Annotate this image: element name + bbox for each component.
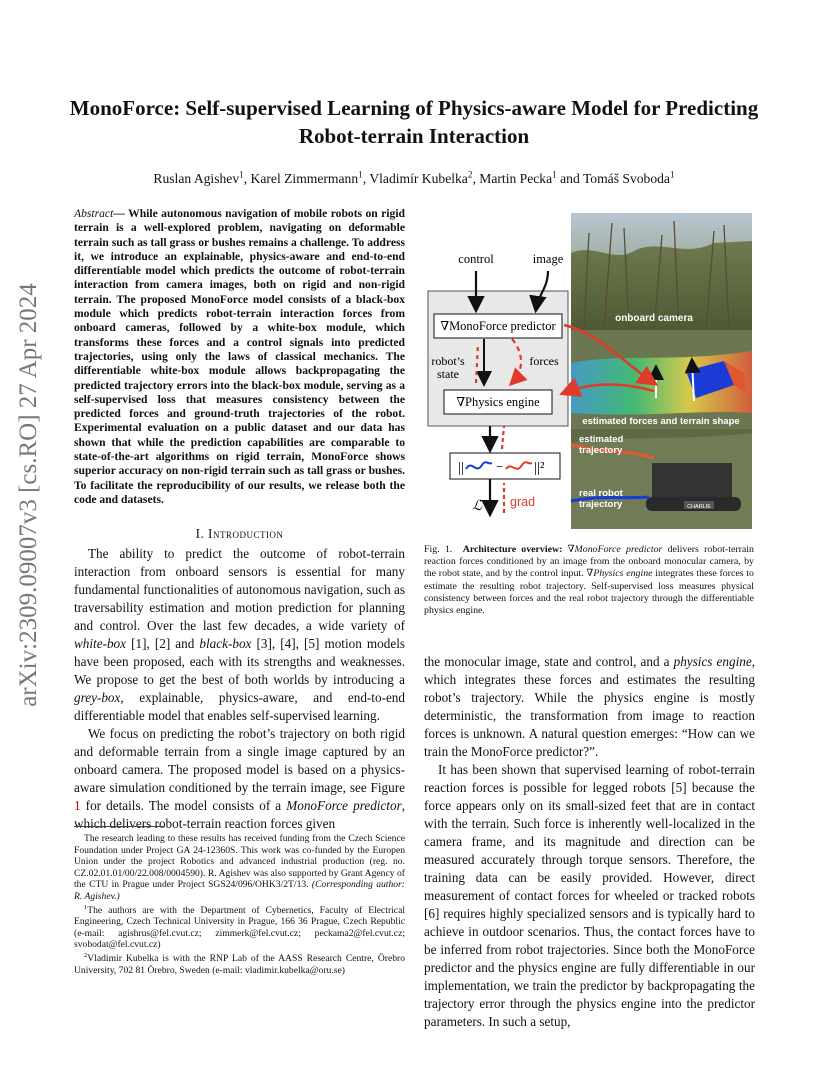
intro-paragraph: We focus on predicting the robot’s trajectory on both rigid and deformable terrain from a single image captured by an onboard camera. The proposed model is based on a physics-aware simulation conditioned by the terrain image, see Figure 1 for details. The model consists of a MonoForce predictor, which delivers robot-terrain reaction forces given xyxy=(74,726,405,831)
photo-label-real: real robot trajectory xyxy=(579,488,623,510)
architecture-figure xyxy=(424,213,752,529)
footnotes xyxy=(74,833,405,978)
arrow-grad-2 xyxy=(502,426,504,449)
paper-title: MonoForce: Self-supervised Learning of Physics-aware Model for Predicting Robot-terrain Interaction xyxy=(69,96,759,148)
norm-symbol: || xyxy=(458,460,465,476)
photo-label-estimated: estimated trajectory xyxy=(579,434,624,456)
photo-forces xyxy=(571,330,752,429)
footnote-funding: The research leading to these results has received funding from the Czech Science Foundation under Project GA 24-12360S. This work was co-funded by the Europen Union under the project Robotics and advanced industrial production (reg. no. CZ.02.01.01/00/22.008/0004590). R. Agishev was also supported by Grant Agency of the CTU in Prague under Project SGS24/096/OHK3/2T/13. (Corresponding author: R. Agishev.) xyxy=(74,833,405,902)
intro-paragraph: The ability to predict the outcome of robot-terrain interaction from onboard sensors is essential for many fundamental functionalities of autonomous navigation, such as traversability estimation and motion prediction for planning and control. Over the last few decades, a wide variety of white-box [1], [2] and black-box [3], [4], [5] motion models have been proposed, each with its strengths and weaknesses. We propose to get the best of both worlds by introducing a grey-box, explainable, physics-aware, and end-to-end differentiable model that enables self-supervised learning. xyxy=(74,546,405,723)
norm-symbol-2: ||² xyxy=(534,460,545,476)
right-column-text xyxy=(424,653,755,1031)
right-paragraph: the monocular image, state and control, and a physics engine, which integrates these forces and estimates the resulting robot’s trajectory. While the physics engine is mostly deterministic, the transformation from image to reaction forces is unknown. A natural question emerges: “How can we train the MonoForce predictor?”. xyxy=(424,654,755,759)
photo-onboard xyxy=(571,213,752,330)
robot-name: CHARLIE xyxy=(687,504,711,510)
physics-label: ∇Physics engine xyxy=(456,395,540,409)
photo-label-forces: estimated forces and terrain shape xyxy=(582,416,740,427)
figure-caption: Fig. 1. Architecture overview: ∇MonoForce predictor delivers robot-terrain reaction forces conditioned by an image from the onboard monocular camera, by the robot state, and by the control input. ∇Physics engine integrates these forces to estimate the resulting robot trajectory. Self-supervised loss measures physical consistency between forces and the real robot trajectory through the differentiable physics engine. xyxy=(424,544,754,617)
footnote-2: $^2$Vladimír Kubelka is with the RNP Lab of the AASS Research Centre, Örebro University, 702 81 Örebro, Sweden (e-mail: vladimir.kubelka@oru.se) xyxy=(74,951,405,976)
abstract: Abstract— While autonomous navigation of mobile robots on rigid terrain is a well-explored problem, navigating on deformable terrain such as tall grass or bushes remains a challenge. To address it, we introduce an explainable, physics-aware and end-to-end differentiable model which predicts the outcome of robot-terrain interaction from camera images, both on rigid and non-rigid terrain. The proposed MonoForce model consists of a black-box module which predicts robot-terrain interaction forces from onboard cameras, followed by a white-box module, which transforms these forces and a control signals into predicted trajectories, using only the laws of classical mechanics. The differentiable white-box module allows backpropagating the predicted trajectory errors into the black-box module, serving as a self-supervised loss that measures consistency between the predicted forces and ground-truth trajectories of the robot. Experimental evaluation on a public dataset and our data has shown that while the prediction capabilities are comparable to state-of-the-art algorithms on rigid terrain, MonoForce shows superior accuracy on non-rigid terrain such as tall grass or bushes. To facilitate the reproducibility of our results, we release both the code and datasets. xyxy=(74,207,405,506)
figure-link[interactable]: 1 xyxy=(74,798,81,813)
photo-label-onboard: onboard camera xyxy=(615,313,693,324)
forces-label: forces xyxy=(529,354,559,368)
minus-symbol: − xyxy=(496,459,504,474)
predictor-label: ∇MonoForce predictor xyxy=(440,319,556,333)
intro-text xyxy=(74,545,405,833)
loss-symbol: ℒ xyxy=(472,499,483,514)
right-paragraph: It has been shown that supervised learning of robot-terrain reaction forces is possible for legged robots [5] because the force appears only on its small-sized feet that are in contact with the terrain. Such force is inherently well-localized in the camera frame, and its magnitude and direction can be measured accurately through torque sensors. Therefore, the training data can be easily provided. However, direct measurement of contact forces for wheeled or tracked robots [6] requires highly specialized sensors and is typically hard to achieve in outdoor scenarios. Thus, the contact forces have to be inferred from robot trajectories. Since both the MonoForce predictor and the physics engine are fully differentiable in our implementation, we train the predictor by backpropagating the trajectory error through the physics engine into the predictor parameters. In such a setup, xyxy=(424,762,755,1029)
photo-robot xyxy=(571,429,752,529)
author-list: Ruslan Agishev$^1$, Karel Zimmermann$^1$, Vladimír Kubelka$^2$, Martin Pecka$^1$ and Tomáš Svoboda$^1$ xyxy=(153,169,675,186)
abstract-label: Abstract xyxy=(74,207,114,220)
robot-state-label: robot’s state xyxy=(431,354,465,381)
grad-label: grad xyxy=(510,495,536,509)
section-heading: I. Introduction xyxy=(195,526,284,541)
footnote-1: $^1$The authors are with the Department of Cybernetics, Faculty of Electrical Engineering, Czech Technical University in Prague, 166 36 Prague, Czech Republic (e-mail: agishrus@fel.cvut.cz; zimmerk@fel.cvut.cz; peckama2@fel.cvut.cz; svobodat@fel.cvut.cz) xyxy=(74,903,405,951)
label-image: image xyxy=(532,252,564,266)
label-control: control xyxy=(458,252,494,266)
footnote-rule xyxy=(74,826,164,827)
arxiv-stamp: arXiv:2309.09007v3 [cs.RO] 27 Apr 2024 xyxy=(15,283,42,707)
